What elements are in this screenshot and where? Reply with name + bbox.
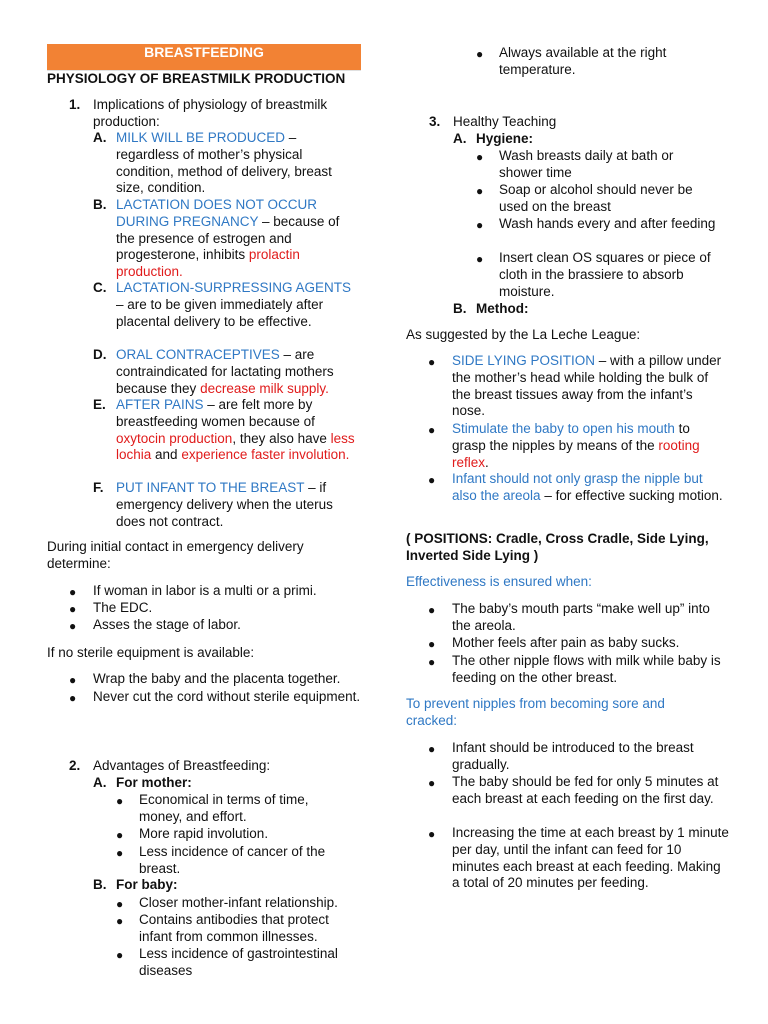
initial-contact-text: During initial contact in emergency delivery determine: (47, 539, 304, 571)
subhead-mother: For mother: (116, 775, 192, 790)
bullet-dot-icon: ● (428, 742, 436, 756)
red-text: oxytocin production (116, 430, 233, 446)
positions-text: ( POSITIONS: Cradle, Cross Cradle, Side Lying, Inverted Side Lying ) (406, 531, 709, 563)
letter-marker: A. (93, 130, 107, 145)
letter-marker: B. (93, 197, 107, 212)
bullet-text: Asses the stage of labor. (93, 617, 241, 632)
red-text: decrease milk supply. (200, 380, 329, 396)
effectiveness-heading: Effectiveness is ensured when: (406, 574, 592, 589)
blue-text: Stimulate the baby to open his mouth (452, 421, 675, 436)
subhead-baby: For baby: (116, 877, 178, 892)
bullet-dot-icon: ● (476, 47, 484, 61)
bullet-dot-icon: ● (116, 914, 124, 928)
letter-marker: D. (93, 347, 107, 362)
bullet-text: Wash hands every and after feeding (499, 216, 716, 231)
bullet-text: The baby should be fed for only 5 minutes at each breast at each feeding on the first day. (452, 774, 719, 806)
blue-text: PUT INFANT TO THE BREAST (116, 480, 305, 495)
blue-text: LACTATION-SURPRESSING AGENTS (116, 280, 352, 295)
bullet-dot-icon: ● (69, 585, 77, 599)
text-run: – because of the presence of estrogen and progesterone, inhibits (116, 213, 340, 263)
item-text: Healthy Teaching (453, 114, 557, 129)
bullet-text: Soap or alcohol should never be used on the breast (499, 182, 693, 214)
bullet-dot-icon: ● (116, 846, 124, 860)
red-text: prolactin production. (116, 247, 300, 280)
text-run: – if emergency delivery when the uterus does not contract. (116, 480, 333, 529)
bullet-text: Economical in terms of time, money, and effort. (139, 792, 309, 824)
implication-point (116, 480, 360, 530)
bullet-text: More rapid involution. (139, 826, 269, 841)
bullet-text: Less incidence of cancer of the breast. (139, 844, 326, 876)
bullet-text: Contains antibodies that protect infant from common illnesses. (139, 912, 329, 944)
subhead-hygiene: Hygiene: (476, 131, 534, 146)
text-run: – are felt more by breastfeeding women because of (116, 397, 315, 429)
bullet-dot-icon: ● (476, 252, 484, 266)
text-run: – are to be given immediately after placental delivery to be effective. (116, 296, 324, 329)
banner-title: BREASTFEEDING (144, 44, 264, 60)
blue-text: AFTER PAINS (116, 397, 204, 412)
bullet-dot-icon: ● (428, 473, 436, 487)
bullet-dot-icon: ● (69, 602, 77, 616)
bullet-text: Wash breasts daily at bath or shower time (499, 148, 674, 180)
letter-marker: B. (453, 301, 467, 316)
bullet-text: Never cut the cord without sterile equipment. (93, 689, 361, 704)
text-run: and (151, 447, 182, 463)
bullet-text (452, 421, 727, 471)
no-sterile-text: If no sterile equipment is available: (47, 645, 255, 660)
bullet-dot-icon: ● (116, 897, 124, 911)
letter-marker: A. (93, 775, 107, 790)
text-run: to grasp the nipples by means of the (452, 421, 690, 453)
blue-text: SIDE LYING POSITION (452, 353, 596, 368)
text-run: – with a pillow under the mother’s head while holding the bulk of the breast tissues away from the infant’s nose. (452, 353, 722, 419)
bullet-text: The baby’s mouth parts “make well up” into the areola. (452, 601, 710, 633)
la-leche-text: As suggested by the La Leche League: (406, 327, 641, 342)
implication-point (116, 197, 360, 281)
bullet-dot-icon: ● (428, 827, 436, 841)
bullet-dot-icon: ● (428, 655, 436, 669)
bullet-dot-icon: ● (476, 150, 484, 164)
red-text: less lochia (116, 430, 355, 463)
bullet-text: Infant should be introduced to the breast gradually. (452, 740, 694, 772)
implication-point (116, 347, 360, 397)
bullet-dot-icon: ● (116, 794, 124, 808)
bullet-dot-icon: ● (476, 218, 484, 232)
text-run: – regardless of mother’s physical condition, method of delivery, breast size, condition. (116, 130, 332, 196)
bullet-text: The EDC. (93, 600, 153, 615)
item-text: Implications of physiology of breastmilk production: (93, 97, 328, 129)
bullet-text: Insert clean OS squares or piece of cloth in the brassiere to absorb moisture. (499, 250, 711, 299)
text-run: – are contraindicated for lactating mothers because they (116, 347, 334, 396)
item-number: 1. (69, 97, 81, 112)
text-run: . (485, 454, 489, 470)
bullet-text: Increasing the time at each breast by 1 minute per day, until the infant can feed for 10 minutes each breast at each feeding. Making a total of 20 minutes per feeding. (452, 825, 729, 891)
blue-text: LACTATION DOES NOT OCCUR DURING PREGNANCY (116, 197, 318, 229)
bullet-text: Always available at the right temperature. (499, 45, 667, 77)
bullet-text: Closer mother-infant relationship. (139, 895, 338, 910)
bullet-text (452, 353, 727, 420)
bullet-dot-icon: ● (69, 619, 77, 633)
letter-marker: C. (93, 280, 107, 295)
text-run: , they also have (232, 430, 331, 446)
bullet-dot-icon: ● (428, 637, 436, 651)
bullet-dot-icon: ● (69, 673, 77, 687)
bullet-dot-icon: ● (428, 603, 436, 617)
implication-point (116, 130, 360, 197)
blue-text: ORAL CONTRACEPTIVES (116, 347, 280, 362)
subhead-method: Method: (476, 301, 529, 316)
red-text: experience faster involution. (181, 447, 350, 463)
bullet-dot-icon: ● (116, 948, 124, 962)
bullet-dot-icon: ● (428, 423, 436, 437)
bullet-text: Mother feels after pain as baby sucks. (452, 635, 680, 650)
section-subtitle: PHYSIOLOGY OF BREASTMILK PRODUCTION (47, 71, 346, 86)
blue-text: Infant should not only grasp the nipple but also the areola (452, 471, 703, 503)
text-run: – for effective sucking motion. (540, 487, 723, 503)
bullet-dot-icon: ● (116, 828, 124, 842)
letter-marker: A. (453, 131, 467, 146)
implication-point (116, 280, 360, 330)
item-number: 2. (69, 758, 81, 773)
item-number: 3. (429, 114, 441, 129)
bullet-dot-icon: ● (428, 355, 436, 369)
letter-marker: B. (93, 877, 107, 892)
bullet-text: Less incidence of gastrointestinal diseases (139, 946, 338, 978)
bullet-text: If woman in labor is a multi or a primi. (93, 583, 317, 598)
bullet-dot-icon: ● (476, 184, 484, 198)
bullet-dot-icon: ● (69, 691, 77, 705)
implication-point (116, 397, 360, 464)
item-text: Advantages of Breastfeeding: (93, 758, 271, 773)
bullet-dot-icon: ● (428, 776, 436, 790)
bullet-text: The other nipple flows with milk while baby is feeding on the other breast. (452, 653, 721, 685)
prevent-heading: To prevent nipples from becoming sore and cracked: (406, 696, 665, 728)
red-text: rooting reflex (452, 437, 700, 470)
bullet-text (452, 471, 727, 505)
letter-marker: E. (93, 397, 106, 412)
letter-marker: F. (93, 480, 104, 495)
blue-text: MILK WILL BE PRODUCED (116, 130, 286, 145)
section-banner (47, 44, 361, 71)
bullet-text: Wrap the baby and the placenta together. (93, 671, 341, 686)
